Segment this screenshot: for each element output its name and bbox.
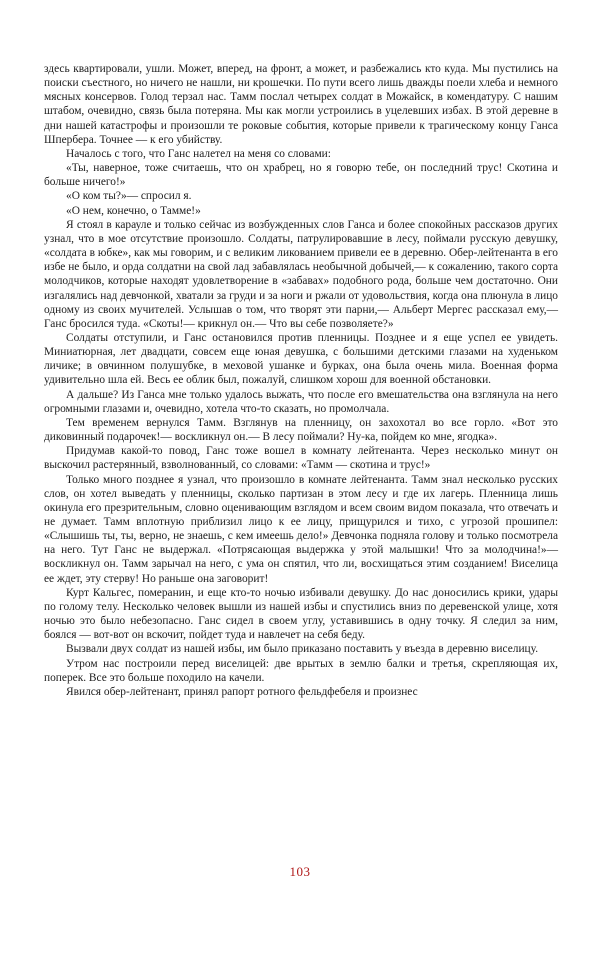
paragraph-7: Солдаты отступили, и Ганс остановился против пленницы. Позднее и я еще успел ее увидеть. Миниатюрная, лет двадцати, совсем еще юная девушка, с большими детскими глазами на худеньком личике; в овчинном полушубке, в меховой ушанке и бурках, она была очень мила. Военная форма удивительно шла ей. Весь ее облик был, пожалуй, слишком хорош для военной обстановки. bbox=[44, 331, 558, 387]
paragraph-11: Только много позднее я узнал, что произошло в комнате лейтенанта. Тамм знал несколько русских слов, он хотел выведать у пленницы, сколько партизан в этом лесу и где их лагерь. Пленница лишь окинула его презрительным, словно оценивающим взглядом и всем своим видом показала, что отвечать и не думает. Тамм вплотную приблизил лицо к ее лицу, прищурился и тихо, с угрозой прошипел: «Слышишь ты, ты, верно, не знаешь, с кем имеешь дело!» Девчонка подняла голову и только посмотрела на него. Тут Ганс не выдержал. «Потрясающая выдержка у этой малышки! Что за молодчина!»— воскликнул он. Тамм зарычал на него, с ума он спятил, что ли, восхищаться этим созданием! Виселица ее ждет, эту стерву! Но раньше она заговорит! bbox=[44, 473, 558, 585]
paragraph-14: Утром нас построили перед виселицей: две врытых в землю балки и третья, скрепляющая их, поперек. Все это больше походило на качели. bbox=[44, 657, 558, 684]
paragraph-3: «Ты, наверное, тоже считаешь, что он храбрец, но я говорю тебе, он последний трус! Скотина и больше ничего!» bbox=[44, 162, 558, 189]
page-number: 103 bbox=[289, 864, 311, 879]
paragraph-1: здесь квартировали, ушли. Может, вперед, на фронт, а может, и разбежались кто куда. Мы пустились на поиски съестного, но ничего не нашли, ни крошечки. По пути всего лишь дважды поели хлеба и немного мясных консервов. Голод терзал нас. Тамм послал четырех солдат в Можайск, в комендатуру. С нашим штабом, очевидно, связь была потеряна. Мы как могли устроились в уцелевших избах. В этой деревне в дни нашей катастрофы и произошли те роковые события, которые привели к трагическому концу Ганса Шпербера. Точнее — к его убийству. bbox=[44, 63, 558, 146]
paragraph-8: А дальше? Из Ганса мне только удалось выжать, что после его вмешательства она взглянула на него огромными глазами и, очевидно, хотела что-то сказать, но промолчала. bbox=[44, 388, 558, 415]
paragraph-6: Я стоял в карауле и только сейчас из возбужденных слов Ганса и более спокойных рассказов других узнал, что в мое отсутствие произошло. Солдаты, патрулировавшие в лесу, поймали русскую девушку, «солдата в юбке», как мы говорим, и с великим ликованием привели ее в деревню. Обер-лейтенанта в его избе не было, и орда солдатни на свой лад забавлялась необычной добычей,— к сожалению, такого сорта молодчиков, которые находят удовлетворение в «забавах» подобного рода, больше чем достаточно. Они изгалялись над девчонкой, хватали за груди и за ноги и ржали от удовольствия, когда она плюнула в лицо одному из своих мучителей. Услышав о том, что творят эти парни,— Альберт Мергес рассказал ему,— Ганс бросился туда. «Скоты!— крикнул он.— Что вы себе позволяете?» bbox=[44, 218, 558, 330]
paragraph-2: Началось с того, что Ганс налетел на меня со словами: bbox=[66, 147, 331, 160]
paragraph-4: «О ком ты?»— спросил я. bbox=[66, 190, 192, 203]
paragraph-15: Явился обер-лейтенант, принял рапорт ротного фельдфебеля и произнес bbox=[66, 685, 418, 698]
paragraph-10: Придумав какой-то повод, Ганс тоже вошел в комнату лейтенанта. Через несколько минут он выскочил растерянный, взволнованный, со словами: «Тамм — скотина и трус!» bbox=[44, 445, 558, 472]
paragraph-13: Вызвали двух солдат из нашей избы, им было приказано поставить у въезда в деревню виселицу. bbox=[66, 643, 539, 656]
paragraph-9: Тем временем вернулся Тамм. Взглянув на пленницу, он захохотал во все горло. «Вот это диковинный подарочек!— воскликнул он.— В лесу поймали? Ну-ка, пойдем ко мне, ягодка». bbox=[44, 416, 558, 444]
paragraph-5: «О нем, конечно, о Тамме!» bbox=[66, 204, 201, 217]
paragraph-12: Курт Кальгес, померанин, и еще кто-то ночью избивали девушку. До нас доносились крики, удары по голому телу. Несколько человек вышли из нашей избы и спустились вниз по деревенской улице, хотя ночью это было небезопасно. Ганс сидел в своем углу, уставившись в одну точку. Я следил за ним, боялся — вот-вот он вскочит, пойдет туда и навлечет на себя беду. bbox=[44, 586, 558, 642]
book-page-text bbox=[44, 62, 558, 699]
